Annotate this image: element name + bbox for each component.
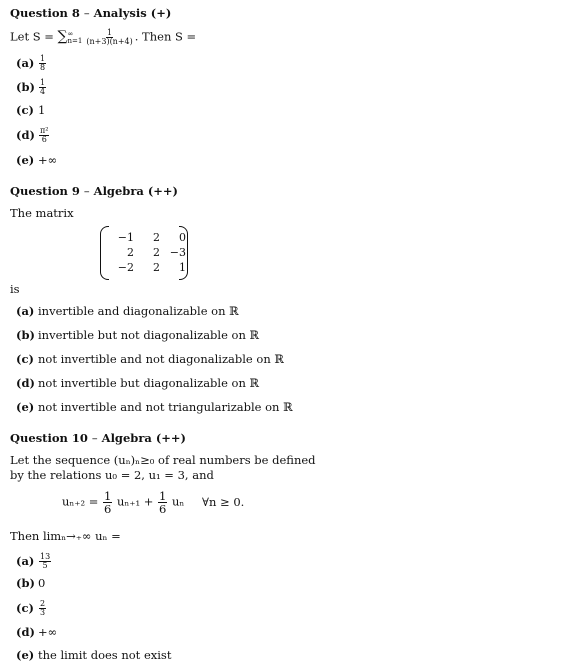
- matrix-right-paren: [179, 226, 188, 280]
- matrix-cell: 2: [153, 261, 160, 274]
- q9-option-d-text: not invertible but diagonalizable on ℝ: [38, 376, 260, 390]
- q8-option-b-fraction: [39, 79, 46, 96]
- q10-topic: Algebra (++): [101, 431, 186, 445]
- q8-option-a-num: 1: [40, 54, 46, 63]
- q8-sum-lower: n=1: [67, 36, 83, 45]
- q9-option-a-label: (a): [16, 304, 35, 318]
- q8-option-c[interactable]: [16, 103, 45, 117]
- q8-number: Question 8: [10, 6, 80, 20]
- matrix-cell: −3: [169, 246, 186, 259]
- q10-option-d-label: (d): [16, 625, 35, 639]
- q9-option-c[interactable]: [16, 352, 284, 366]
- q10-dash: –: [91, 431, 98, 445]
- q8-option-a-label: (a): [16, 55, 35, 70]
- q10-stem-line2: by the relations u₀ = 2, u₁ = 3, and: [10, 468, 214, 482]
- q10-option-e-text: the limit does not exist: [38, 648, 172, 662]
- q9-after: is: [10, 282, 20, 296]
- q10-option-c-num: 2: [40, 599, 46, 608]
- q9-option-e[interactable]: [16, 400, 293, 414]
- q9-topic: Algebra (++): [93, 184, 178, 198]
- matrix-cell: 2: [153, 246, 160, 259]
- q9-option-a[interactable]: [16, 304, 239, 318]
- q10-option-e[interactable]: [16, 648, 171, 662]
- q10-option-b-text: 0: [38, 576, 46, 590]
- q9-header: [10, 184, 178, 198]
- q8-sum-limits: [68, 31, 83, 45]
- q9-option-e-text: not invertible and not triangularizable on ℝ: [38, 400, 293, 414]
- q9-option-b-label: (b): [16, 328, 35, 342]
- matrix-cell: 2: [127, 246, 134, 259]
- q10-option-d-text: +∞: [38, 625, 58, 639]
- q9-option-a-text: invertible and diagonalizable on ℝ: [38, 304, 239, 318]
- q10-option-d[interactable]: [16, 625, 57, 639]
- q10-option-c-label: (c): [16, 600, 34, 615]
- q8-option-b[interactable]: [16, 79, 47, 96]
- q8-stem-prefix: Let S =: [10, 29, 58, 44]
- q10-header: [10, 431, 186, 445]
- q10-option-c[interactable]: [16, 600, 47, 617]
- q8-header: [10, 6, 171, 20]
- q10-eq-cond: ∀n ≥ 0.: [202, 494, 245, 509]
- q9-dash: –: [83, 184, 90, 198]
- q10-option-b-label: (b): [16, 576, 35, 590]
- matrix-row: [110, 260, 188, 275]
- q10-eq-frac1: [103, 490, 112, 515]
- q8-option-d-label: (d): [16, 127, 35, 142]
- q10-option-a-label: (a): [16, 553, 35, 568]
- matrix-cell: 0: [179, 231, 186, 244]
- matrix-left-paren: [100, 226, 109, 280]
- q10-option-a[interactable]: [16, 553, 52, 570]
- q10-option-c-fraction: [39, 600, 46, 617]
- q10-eq-frac1-den: 6: [104, 502, 112, 516]
- q8-option-a[interactable]: [16, 55, 47, 72]
- q8-stem: [10, 29, 196, 46]
- q10-eq-frac2-den: 6: [159, 502, 167, 516]
- q10-option-a-num: 13: [40, 552, 51, 561]
- q8-sum-den: (n+3)(n+4): [86, 37, 133, 46]
- matrix-row: [110, 230, 188, 245]
- q8-option-e[interactable]: [16, 153, 57, 167]
- q10-eq-mid: uₙ₊₁ +: [117, 494, 154, 509]
- q9-matrix: [100, 226, 188, 278]
- q8-sum-num: 1: [107, 28, 113, 37]
- q8-option-d[interactable]: [16, 127, 50, 144]
- q8-option-b-num: 1: [40, 78, 46, 87]
- q8-stem-suffix: . Then S =: [134, 29, 197, 44]
- q10-recurrence: [62, 490, 244, 515]
- q8-option-c-label: (c): [16, 103, 34, 117]
- q10-eq-frac2: [158, 490, 167, 515]
- q8-option-a-den: 8: [40, 63, 46, 72]
- q10-option-a-fraction: [39, 553, 51, 570]
- q9-number: Question 9: [10, 184, 80, 198]
- q10-eq-end: uₙ: [172, 494, 185, 509]
- q8-option-b-den: 4: [40, 87, 46, 96]
- q9-option-c-text: not invertible and not diagonalizable on ℝ: [38, 352, 284, 366]
- q8-topic: Analysis (+): [93, 6, 172, 20]
- q10-number: Question 10: [10, 431, 88, 445]
- q9-option-e-label: (e): [16, 400, 35, 414]
- q9-stem: The matrix: [10, 206, 74, 220]
- q10-stem-line1: Let the sequence (uₙ)ₙ≥₀ of real numbers be defined: [10, 453, 316, 467]
- matrix-row: [110, 245, 188, 260]
- q10-option-a-den: 5: [42, 561, 48, 570]
- q10-eq-lhs: uₙ₊₂ =: [62, 494, 99, 509]
- q8-dash: –: [83, 6, 90, 20]
- matrix-cell: −2: [117, 261, 134, 274]
- q9-option-b-text: invertible but not diagonalizable on ℝ: [38, 328, 260, 342]
- q8-sum-upper: ∞: [67, 29, 74, 38]
- q8-sum-fraction: [85, 29, 133, 46]
- q10-eq-frac2-num: 1: [159, 489, 167, 503]
- matrix-cell: −1: [117, 231, 134, 244]
- q10-option-c-den: 3: [40, 608, 46, 617]
- q10-option-e-label: (e): [16, 648, 35, 662]
- matrix-cell: 2: [153, 231, 160, 244]
- q10-option-b[interactable]: [16, 576, 45, 590]
- q10-eq-frac1-num: 1: [104, 489, 112, 503]
- q9-option-c-label: (c): [16, 352, 34, 366]
- q8-option-b-label: (b): [16, 79, 35, 94]
- q8-option-d-fraction: [39, 127, 49, 144]
- q9-option-b[interactable]: [16, 328, 259, 342]
- q8-option-c-text: 1: [38, 103, 46, 117]
- q8-sum-symbol: ∑: [57, 28, 68, 45]
- matrix-table: [110, 230, 188, 275]
- q8-option-a-fraction: [39, 55, 46, 72]
- q8-option-d-num: π²: [40, 126, 49, 135]
- matrix-cell: 1: [179, 261, 186, 274]
- q9-option-d-label: (d): [16, 376, 35, 390]
- q10-then: Then limₙ→₊∞ uₙ =: [10, 529, 121, 543]
- q9-option-d[interactable]: [16, 376, 259, 390]
- q8-option-e-text: +∞: [38, 153, 58, 167]
- q8-option-d-den: 6: [41, 135, 47, 144]
- q8-option-e-label: (e): [16, 153, 35, 167]
